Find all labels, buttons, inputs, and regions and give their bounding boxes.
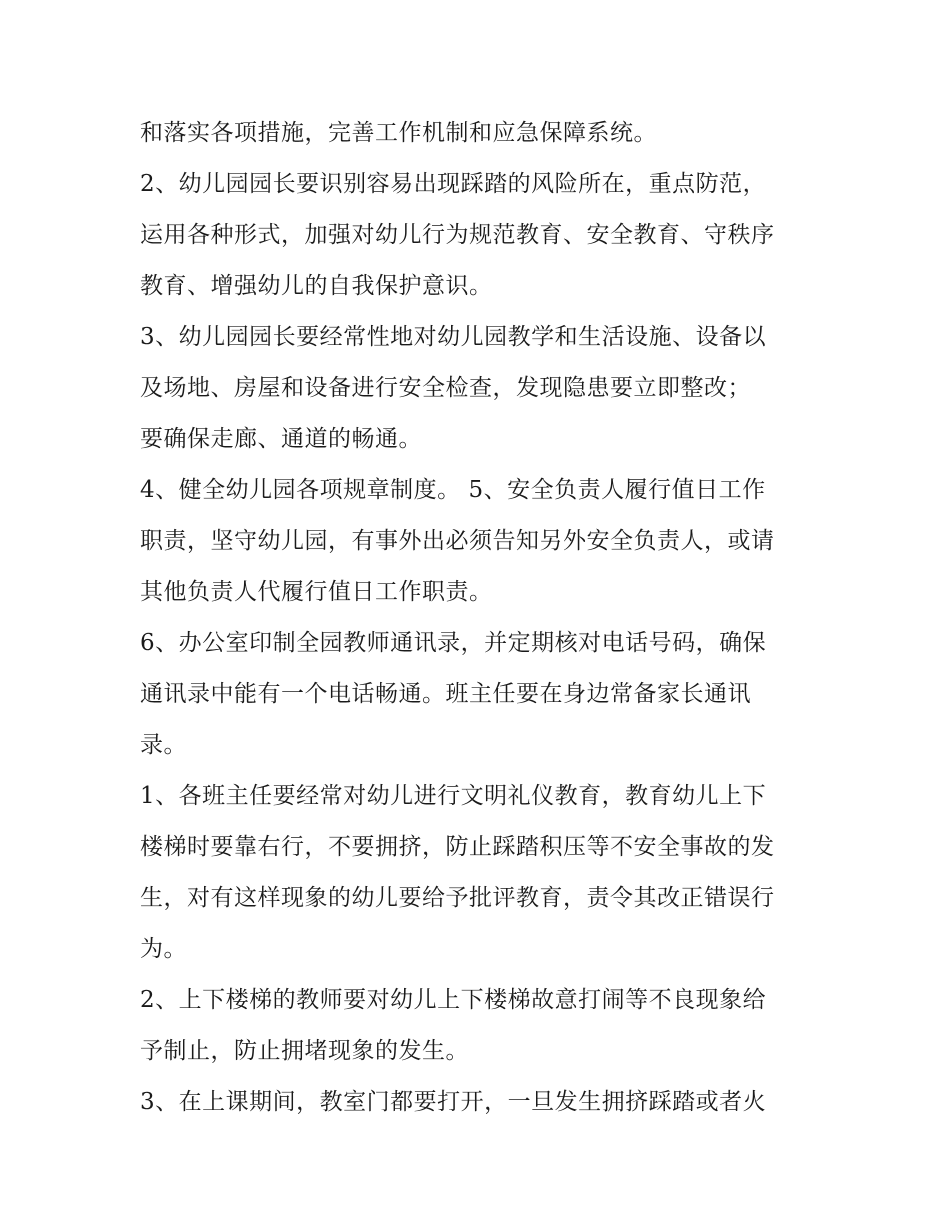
text-line: 予制止，防止拥堵现象的发生。 [140, 1038, 469, 1064]
text-line: 及场地、房屋和设备进行安全检查，发现隐患要立即整改； [140, 375, 751, 401]
text-line: 录。 [140, 732, 187, 758]
text-line: 3、在上课期间，教室门都要打开，一旦发生拥挤踩踏或者火 [140, 1089, 767, 1115]
text-line: 要确保走廊、通道的畅通。 [140, 426, 422, 452]
text-line: 运用各种形式，加强对幼儿行为规范教育、安全教育、守秩序 [140, 222, 775, 248]
text-line: 和落实各项措施，完善工作机制和应急保障系统。 [140, 120, 657, 146]
text-line: 为。 [140, 936, 187, 962]
text-line: 6、办公室印制全园教师通讯录，并定期核对电话号码，确保 [140, 630, 767, 656]
text-line: 4、健全幼儿园各项规章制度。 5、安全负责人履行值日工作 [140, 477, 766, 503]
text-line: 2、幼儿园园长要识别容易出现踩踏的风险所在，重点防范， [140, 171, 767, 197]
text-line: 2、上下楼梯的教师要对幼儿上下楼梯故意打闹等不良现象给 [140, 987, 767, 1013]
text-line: 职责，坚守幼儿园，有事外出必须告知另外安全负责人，或请 [140, 528, 775, 554]
text-line: 3、幼儿园园长要经常性地对幼儿园教学和生活设施、设备以 [140, 324, 767, 350]
text-line: 其他负责人代履行值日工作职责。 [140, 579, 493, 605]
text-line: 通讯录中能有一个电话畅通。班主任要在身边常备家长通讯 [140, 681, 751, 707]
text-line: 生，对有这样现象的幼儿要给予批评教育，责令其改正错误行 [140, 885, 775, 911]
text-line: 楼梯时要靠右行，不要拥挤，防止踩踏积压等不安全事故的发 [140, 834, 775, 860]
text-line: 1、各班主任要经常对幼儿进行文明礼仪教育，教育幼儿上下 [140, 783, 767, 809]
document-body [140, 108, 820, 1128]
text-line: 教育、增强幼儿的自我保护意识。 [140, 273, 493, 299]
